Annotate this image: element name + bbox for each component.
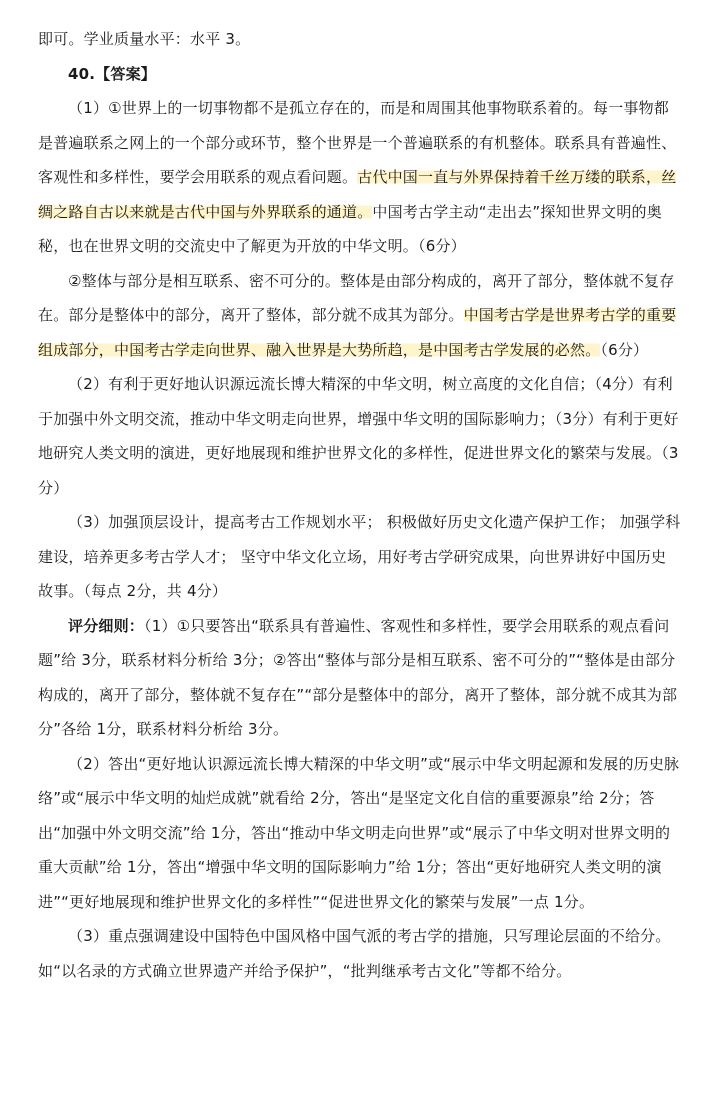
question-heading: 40.【答案】	[68, 64, 156, 83]
answer-1-part-a-text-1: （1）①世界上的一切事物都不是孤立存在的，而是和周围其他事物联系着的。每一事物都是普遍联系之网上的一个部分或环节，整个世界是一个普遍联系的有机整体。联系具有普遍性、客观性和多样性，要学会用联系的观点看问题。	[38, 99, 677, 186]
answer-3: （3）加强顶层设计，提高考古工作规划水平； 积极做好历史文化遗产保护工作； 加强学科建设，培养更多考古学人才； 坚守中华文化立场，用好考古学研究成果，向世界讲好中国历史故事。（每点 2分，共 4分）	[38, 513, 681, 600]
rubric-3: （3）重点强调建设中国特色中国风格中国气派的考古学的措施，只写理论层面的不给分。如“以名录的方式确立世界遗产并给予保护”，“批判继承考古文化”等都不给分。	[38, 927, 671, 980]
answer-2: （2）有利于更好地认识源远流长博大精深的中华文明，树立高度的文化自信；（4分）有利于加强中外文明交流，推动中华文明走向世界，增强中华文明的国际影响力；（3分）有利于更好地研究人类文明的演进，更好地展现和维护世界文化的多样性，促进世界文化的繁荣与发展。（3分）	[38, 375, 679, 497]
answer-1-part-a	[38, 91, 681, 264]
answer-1-part-b-text-1: ②整体与部分是相互联系、密不可分的。整体是由部分构成的，离开了部分，整体就不复存在。部分是整体中的部分，离开了整体，部分就不成其为部分。	[38, 271, 675, 324]
rubric-label: 评分细则：	[68, 616, 145, 635]
rubric-1-text: （1）①只要答出“联系具有普遍性、客观性和多样性，要学会用联系的观点看问题”给 3分，联系材料分析给 3分；②答出“整体与部分是相互联系、密不可分的”“整体是由部分构成的，离开了部分，整体就不复存在”“部分是整体中的部分，离开了整体，部分就不成其为部分”各给 1分，联系材料分析给 3分。	[38, 616, 678, 738]
answer-1-part-b-highlight: 中国考古学是世界考古学的重要组成部分，中国考古学走向世界、融入世界是大势所趋，是中国考古学发展的必然。	[38, 306, 677, 359]
top-line: 即可。学业质量水平：水平 3。	[38, 30, 251, 48]
rubric-1	[38, 609, 681, 747]
answer-1-part-a-text-2: 中国考古学主动“走出去”探知世界文明的奥秘，也在世界文明的交流史中了解更为开放的中华文明。（6分）	[38, 202, 662, 255]
answer-1-part-a-highlight: 古代中国一直与外界保持着千丝万缕的联系，丝绸之路自古以来就是古代中国与外界联系的通道。	[38, 168, 677, 221]
answer-1-part-b	[38, 264, 681, 368]
rubric-2: （2）答出“更好地认识源远流长博大精深的中华文明”或“展示中华文明起源和发展的历史脉络”或“展示中华文明的灿烂成就”就看给 2分，答出“是坚定文化自信的重要源泉”给 2分；答出“加强中外文明交流”给 1分，答出“推动中华文明走向世界”或“展示了中华文明对世界文明的重大贡献”给 1分，答出“增强中华文明的国际影响力”给 1分；答出“更好地研究人类文明的演进”“更好地展现和维护世界文化的多样性”“促进世界文化的繁荣与发展”一点 1分。	[38, 754, 680, 911]
answer-1-part-b-text-2: （6分）	[600, 340, 649, 359]
